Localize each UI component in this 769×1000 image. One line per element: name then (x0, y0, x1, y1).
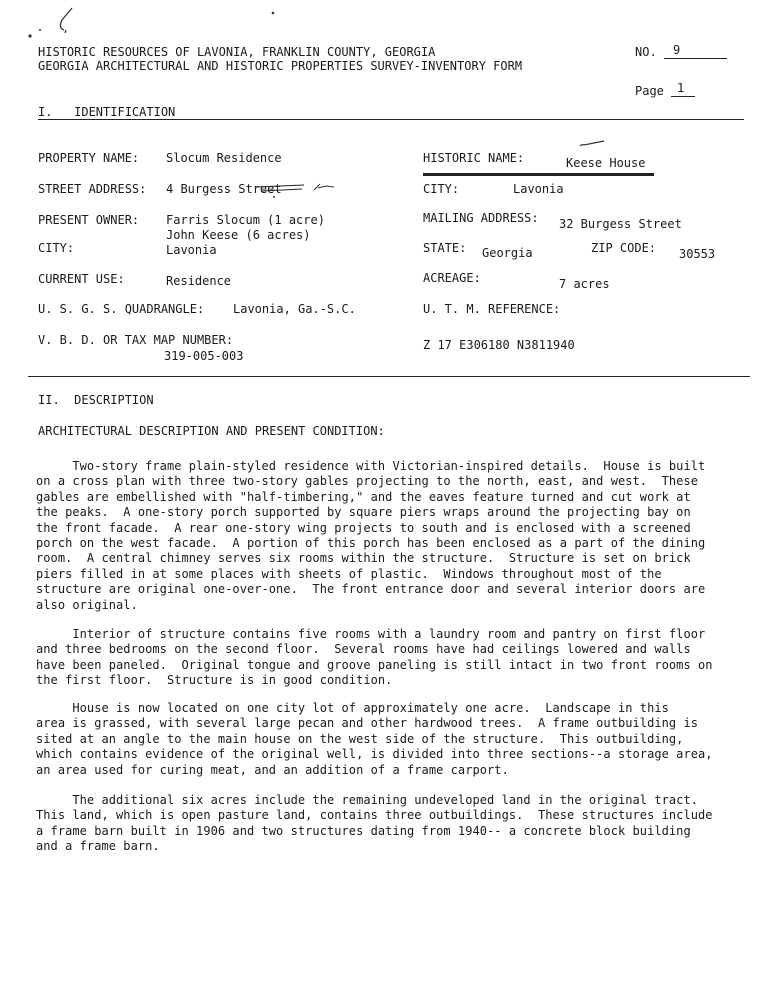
paragraph-line: the first floor. Structure is in good condition. (36, 673, 393, 688)
section-description-heading: II. DESCRIPTION (38, 393, 154, 407)
city-right-value: Lavonia (513, 182, 564, 196)
page-label: Page (635, 84, 664, 98)
paragraph-line: piers filled in at some places with sheets of plastic. Windows throughout most of the (36, 566, 662, 581)
description-paragraph-4 (36, 793, 736, 855)
present-owner-line2: John Keese (6 acres) (166, 228, 311, 242)
handwritten-tick-icon (578, 138, 608, 148)
mailing-address-label: MAILING ADDRESS: (423, 211, 539, 225)
architectural-description-subheading: ARCHITECTURAL DESCRIPTION AND PRESENT CONDITION: (38, 424, 385, 438)
paragraph-line: the front facade. A rear one-story wing projects to south and is enclosed with a screened (36, 520, 691, 535)
page-value: 1 (677, 81, 685, 95)
property-name-label: PROPERTY NAME: (38, 151, 140, 165)
form-title-line2: GEORGIA ARCHITECTURAL AND HISTORIC PROPERTIES SURVEY-INVENTORY FORM (38, 59, 523, 73)
description-paragraph-2 (36, 627, 736, 689)
form-number-value: 9 (673, 43, 681, 57)
paragraph-line: This land, which is open pasture land, contains three outbuildings. These structures include (36, 808, 713, 823)
tax-map-value: 319-005-003 (164, 349, 244, 363)
street-strike-mark-icon (254, 180, 344, 200)
paragraph-line: and a frame barn. (36, 839, 160, 854)
utm-reference-label: U. T. M. REFERENCE: (423, 302, 561, 316)
paragraph-line: which contains evidence of the original well, is divided into three sections--a storage area, (36, 747, 713, 762)
form-number-underline (664, 58, 727, 59)
section-identification-heading: I. IDENTIFICATION (38, 105, 176, 119)
speck-icon (270, 10, 276, 16)
section-identification-rule (38, 119, 744, 120)
paragraph-line: an area used for curing meat, and an addition of a frame carport. (36, 762, 509, 777)
city-right-label: CITY: (423, 182, 460, 196)
usgs-quadrangle-value: Lavonia, Ga.-S.C. (233, 302, 356, 316)
paragraph-line: the peaks. A one-story porch supported by square piers wraps around the projecting bay on (36, 505, 691, 520)
usgs-quadrangle-label: U. S. G. S. QUADRANGLE: (38, 302, 205, 316)
paragraph-line: porch on the west facade. A portion of this porch has been enclosed as a part of the dining (36, 536, 706, 551)
state-value: Georgia (482, 246, 533, 260)
mailing-address-value: 32 Burgess Street (559, 217, 682, 231)
historic-name-underline (423, 173, 654, 176)
paragraph-line: on a cross plan with three two-story gables projecting to the north, east, and west. These (36, 474, 698, 489)
present-owner-line1: Farris Slocum (1 acre) (166, 213, 325, 227)
current-use-label: CURRENT USE: (38, 272, 125, 286)
paragraph-line: The additional six acres include the remaining undeveloped land in the original tract. (36, 793, 698, 807)
historic-name-label: HISTORIC NAME: (423, 151, 525, 165)
paragraph-line: Interior of structure contains five rooms with a laundry room and pantry on first floor (36, 627, 706, 641)
tax-map-label: V. B. D. OR TAX MAP NUMBER: (38, 333, 234, 347)
property-name-value: Slocum Residence (166, 151, 282, 165)
description-paragraph-1 (36, 459, 736, 613)
zip-code-label: ZIP CODE: (591, 241, 657, 255)
street-address-value: 4 Burgess Street (166, 182, 282, 196)
paragraph-line: structure are original one-over-one. The front entrance door and several interior doors are (36, 582, 706, 597)
historic-name-value: Keese House (566, 156, 646, 170)
zip-code-value: 30553 (679, 247, 716, 261)
paragraph-line: area is grassed, with several large pecan and other hardwood trees. A frame outbuilding is (36, 716, 698, 731)
paragraph-line: also original. (36, 597, 138, 612)
paragraph-line: sited at an angle to the main house on the west side of the structure. This outbuilding, (36, 731, 684, 746)
form-title-line1: HISTORIC RESOURCES OF LAVONIA, FRANKLIN COUNTY, GEORGIA (38, 45, 436, 59)
state-label: STATE: (423, 241, 467, 255)
acreage-value: 7 acres (559, 277, 610, 291)
paragraph-line: room. A central chimney serves six rooms within the structure. Structure is set on brick (36, 551, 691, 566)
form-number-label: NO. (635, 45, 657, 59)
present-owner-label: PRESENT OWNER: (38, 213, 140, 227)
handwritten-mark-icon (28, 6, 88, 42)
paragraph-line: Two-story frame plain-styled residence with Victorian-inspired details. House is built (36, 459, 706, 473)
paragraph-line: a frame barn built in 1906 and two structures dating from 1940-- a concrete block building (36, 823, 691, 838)
street-address-label: STREET ADDRESS: (38, 182, 147, 196)
city-left-value: Lavonia (166, 243, 217, 257)
section-description-rule (28, 376, 750, 377)
current-use-value: Residence (166, 274, 232, 288)
paragraph-line: and three bedrooms on the second floor. Several rooms have had ceilings lowered and walls (36, 642, 691, 657)
city-left-label: CITY: (38, 241, 75, 255)
acreage-label: ACREAGE: (423, 271, 481, 285)
utm-reference-value: Z 17 E306180 N3811940 (423, 338, 575, 352)
paragraph-line: House is now located on one city lot of approximately one acre. Landscape in this (36, 701, 669, 715)
paragraph-line: gables are embellished with "half-timbering," and the eaves feature turned and cut work at (36, 489, 691, 504)
description-paragraph-3 (36, 701, 736, 778)
page-underline (671, 96, 695, 97)
paragraph-line: have been paneled. Original tongue and groove paneling is still intact in two front rooms on (36, 657, 713, 672)
